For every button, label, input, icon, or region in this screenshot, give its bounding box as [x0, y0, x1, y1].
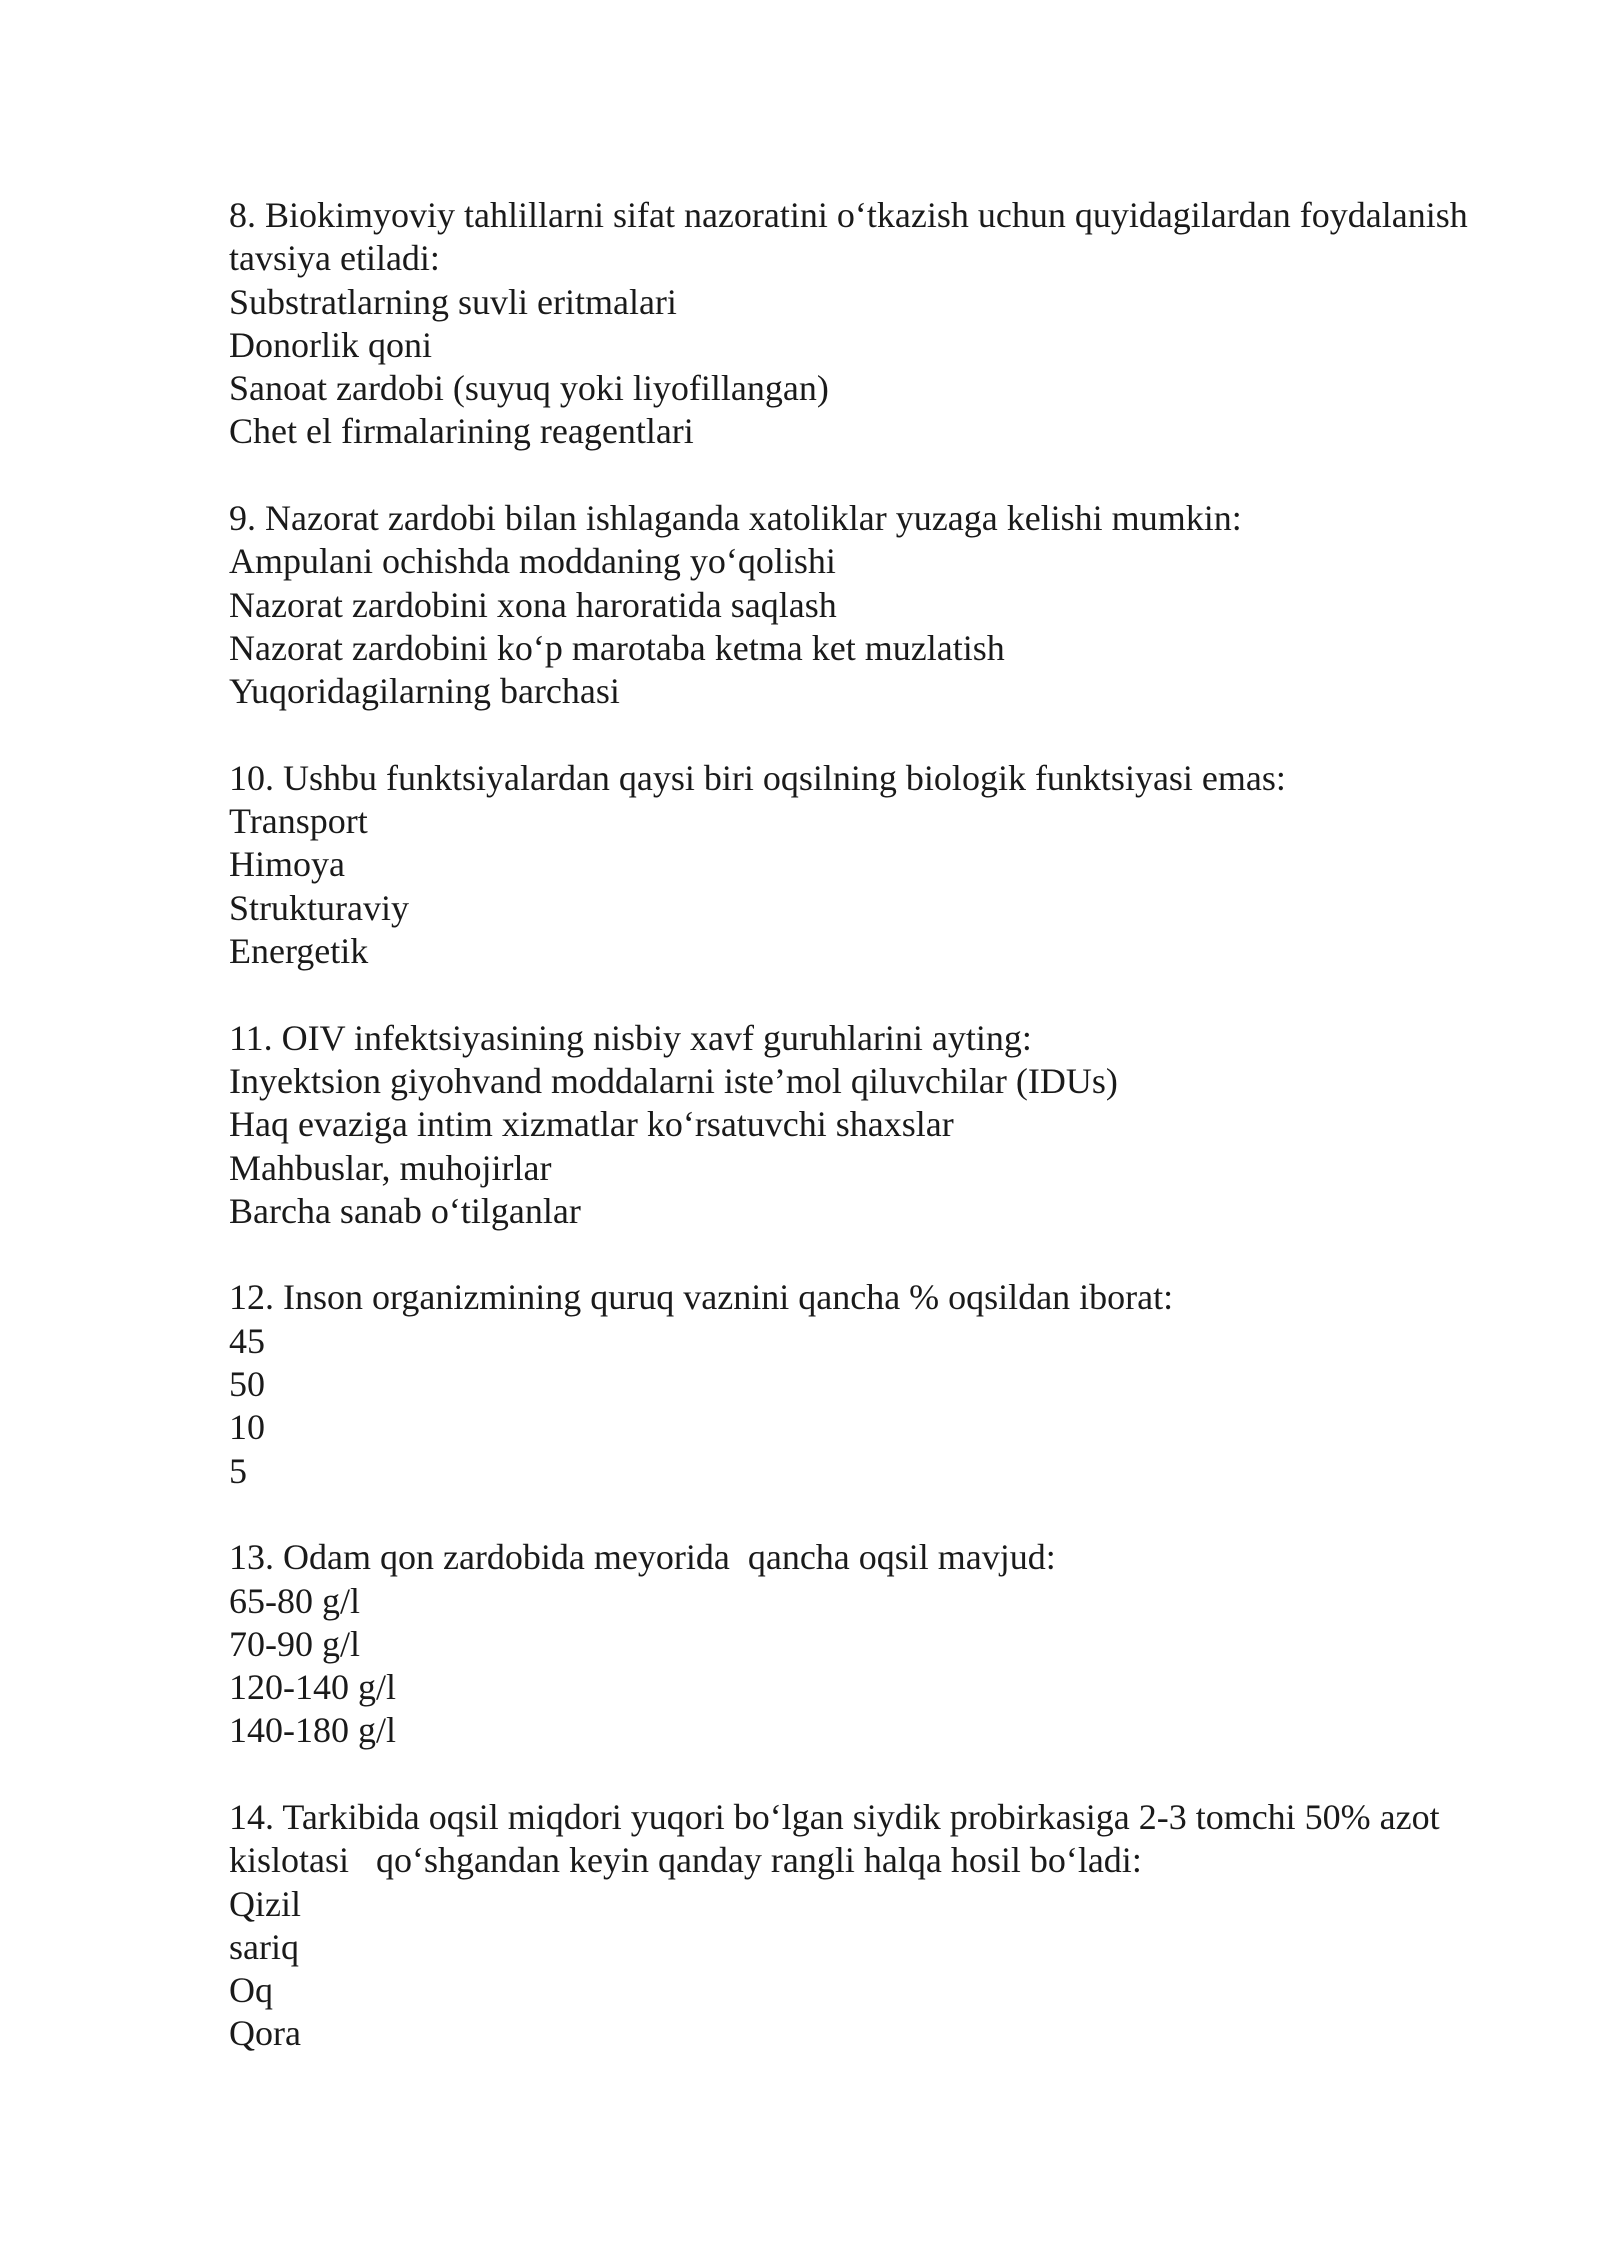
answer-option: Strukturaviy — [229, 887, 409, 928]
answer-option: 70-90 g/l — [229, 1623, 360, 1664]
answer-option: Mahbuslar, muhojirlar — [229, 1147, 552, 1188]
answer-option: Nazorat zardobini ko‘p marotaba ketma ket muzlatish — [229, 627, 1005, 668]
answer-option: Barcha sanab o‘tilganlar — [229, 1190, 581, 1231]
answer-option: 120-140 g/l — [229, 1667, 396, 1708]
answer-options — [229, 281, 1469, 454]
answer-option: Yuqoridagilarning barchasi — [229, 671, 620, 712]
answer-option: Energetik — [229, 931, 369, 972]
answer-option: 140-180 g/l — [229, 1710, 396, 1751]
question-text: 13. Odam qon zardobida meyorida qancha oqsil mavjud: — [229, 1537, 1056, 1578]
answer-option: Chet el firmalarining reagentlari — [229, 411, 694, 452]
question-text: 11. OIV infektsiyasining nisbiy xavf guruhlarini ayting: — [229, 1017, 1032, 1058]
answer-options — [229, 800, 1469, 973]
answer-option: Transport — [229, 801, 368, 842]
answer-options — [229, 540, 1469, 713]
question-list — [229, 194, 1477, 2099]
question-12 — [229, 1276, 1469, 1492]
answer-option: Oq — [229, 1970, 273, 2011]
answer-option: Inyektsion giyohvand moddalarni iste’mol qiluvchilar (IDUs) — [229, 1060, 1118, 1101]
answer-option: Donorlik qoni — [229, 324, 432, 365]
answer-option: 45 — [229, 1320, 265, 1361]
answer-option: 50 — [229, 1364, 265, 1405]
question-14 — [229, 1796, 1469, 2056]
question-text: 12. Inson organizmining quruq vaznini qancha % oqsildan iborat: — [229, 1277, 1174, 1318]
answer-options — [229, 1320, 1469, 1493]
answer-option: Himoya — [229, 844, 345, 885]
answer-option: 10 — [229, 1407, 265, 1448]
answer-option: Haq evaziga intim xizmatlar ko‘rsatuvchi shaxslar — [229, 1104, 954, 1145]
question-8 — [229, 194, 1477, 454]
question-text: 8. Biokimyoviy tahlillarni sifat nazoratini o‘tkazish uchun quyidagilardan foydalanish tavsiya etiladi: — [229, 195, 1477, 279]
answer-options — [229, 1580, 1469, 1753]
question-text: 9. Nazorat zardobi bilan ishlaganda xatoliklar yuzaga kelishi mumkin: — [229, 498, 1242, 539]
answer-option: Qizil — [229, 1883, 301, 1924]
answer-option: Substratlarning suvli eritmalari — [229, 281, 677, 322]
question-11 — [229, 1017, 1469, 1233]
answer-option: Qora — [229, 2013, 301, 2054]
answer-options — [229, 1060, 1469, 1233]
question-9 — [229, 497, 1469, 713]
question-10 — [229, 757, 1469, 973]
answer-option: Sanoat zardobi (suyuq yoki liyofillangan) — [229, 368, 829, 409]
question-text: 14. Tarkibida oqsil miqdori yuqori bo‘lgan siydik probirkasiga 2-3 tomchi 50% azot kislotasi qo‘shgandan keyin qanday rangli halqa hosil bo‘ladi: — [229, 1796, 1449, 1881]
answer-options — [229, 1883, 1469, 2056]
answer-option: 5 — [229, 1450, 247, 1491]
answer-option: Nazorat zardobini xona haroratida saqlash — [229, 584, 837, 625]
answer-option: Ampulani ochishda moddaning yo‘qolishi — [229, 541, 836, 582]
question-13 — [229, 1536, 1469, 1752]
answer-option: sariq — [229, 1926, 299, 1967]
answer-option: 65-80 g/l — [229, 1580, 360, 1621]
question-text: 10. Ushbu funktsiyalardan qaysi biri oqsilning biologik funktsiyasi emas: — [229, 757, 1286, 798]
